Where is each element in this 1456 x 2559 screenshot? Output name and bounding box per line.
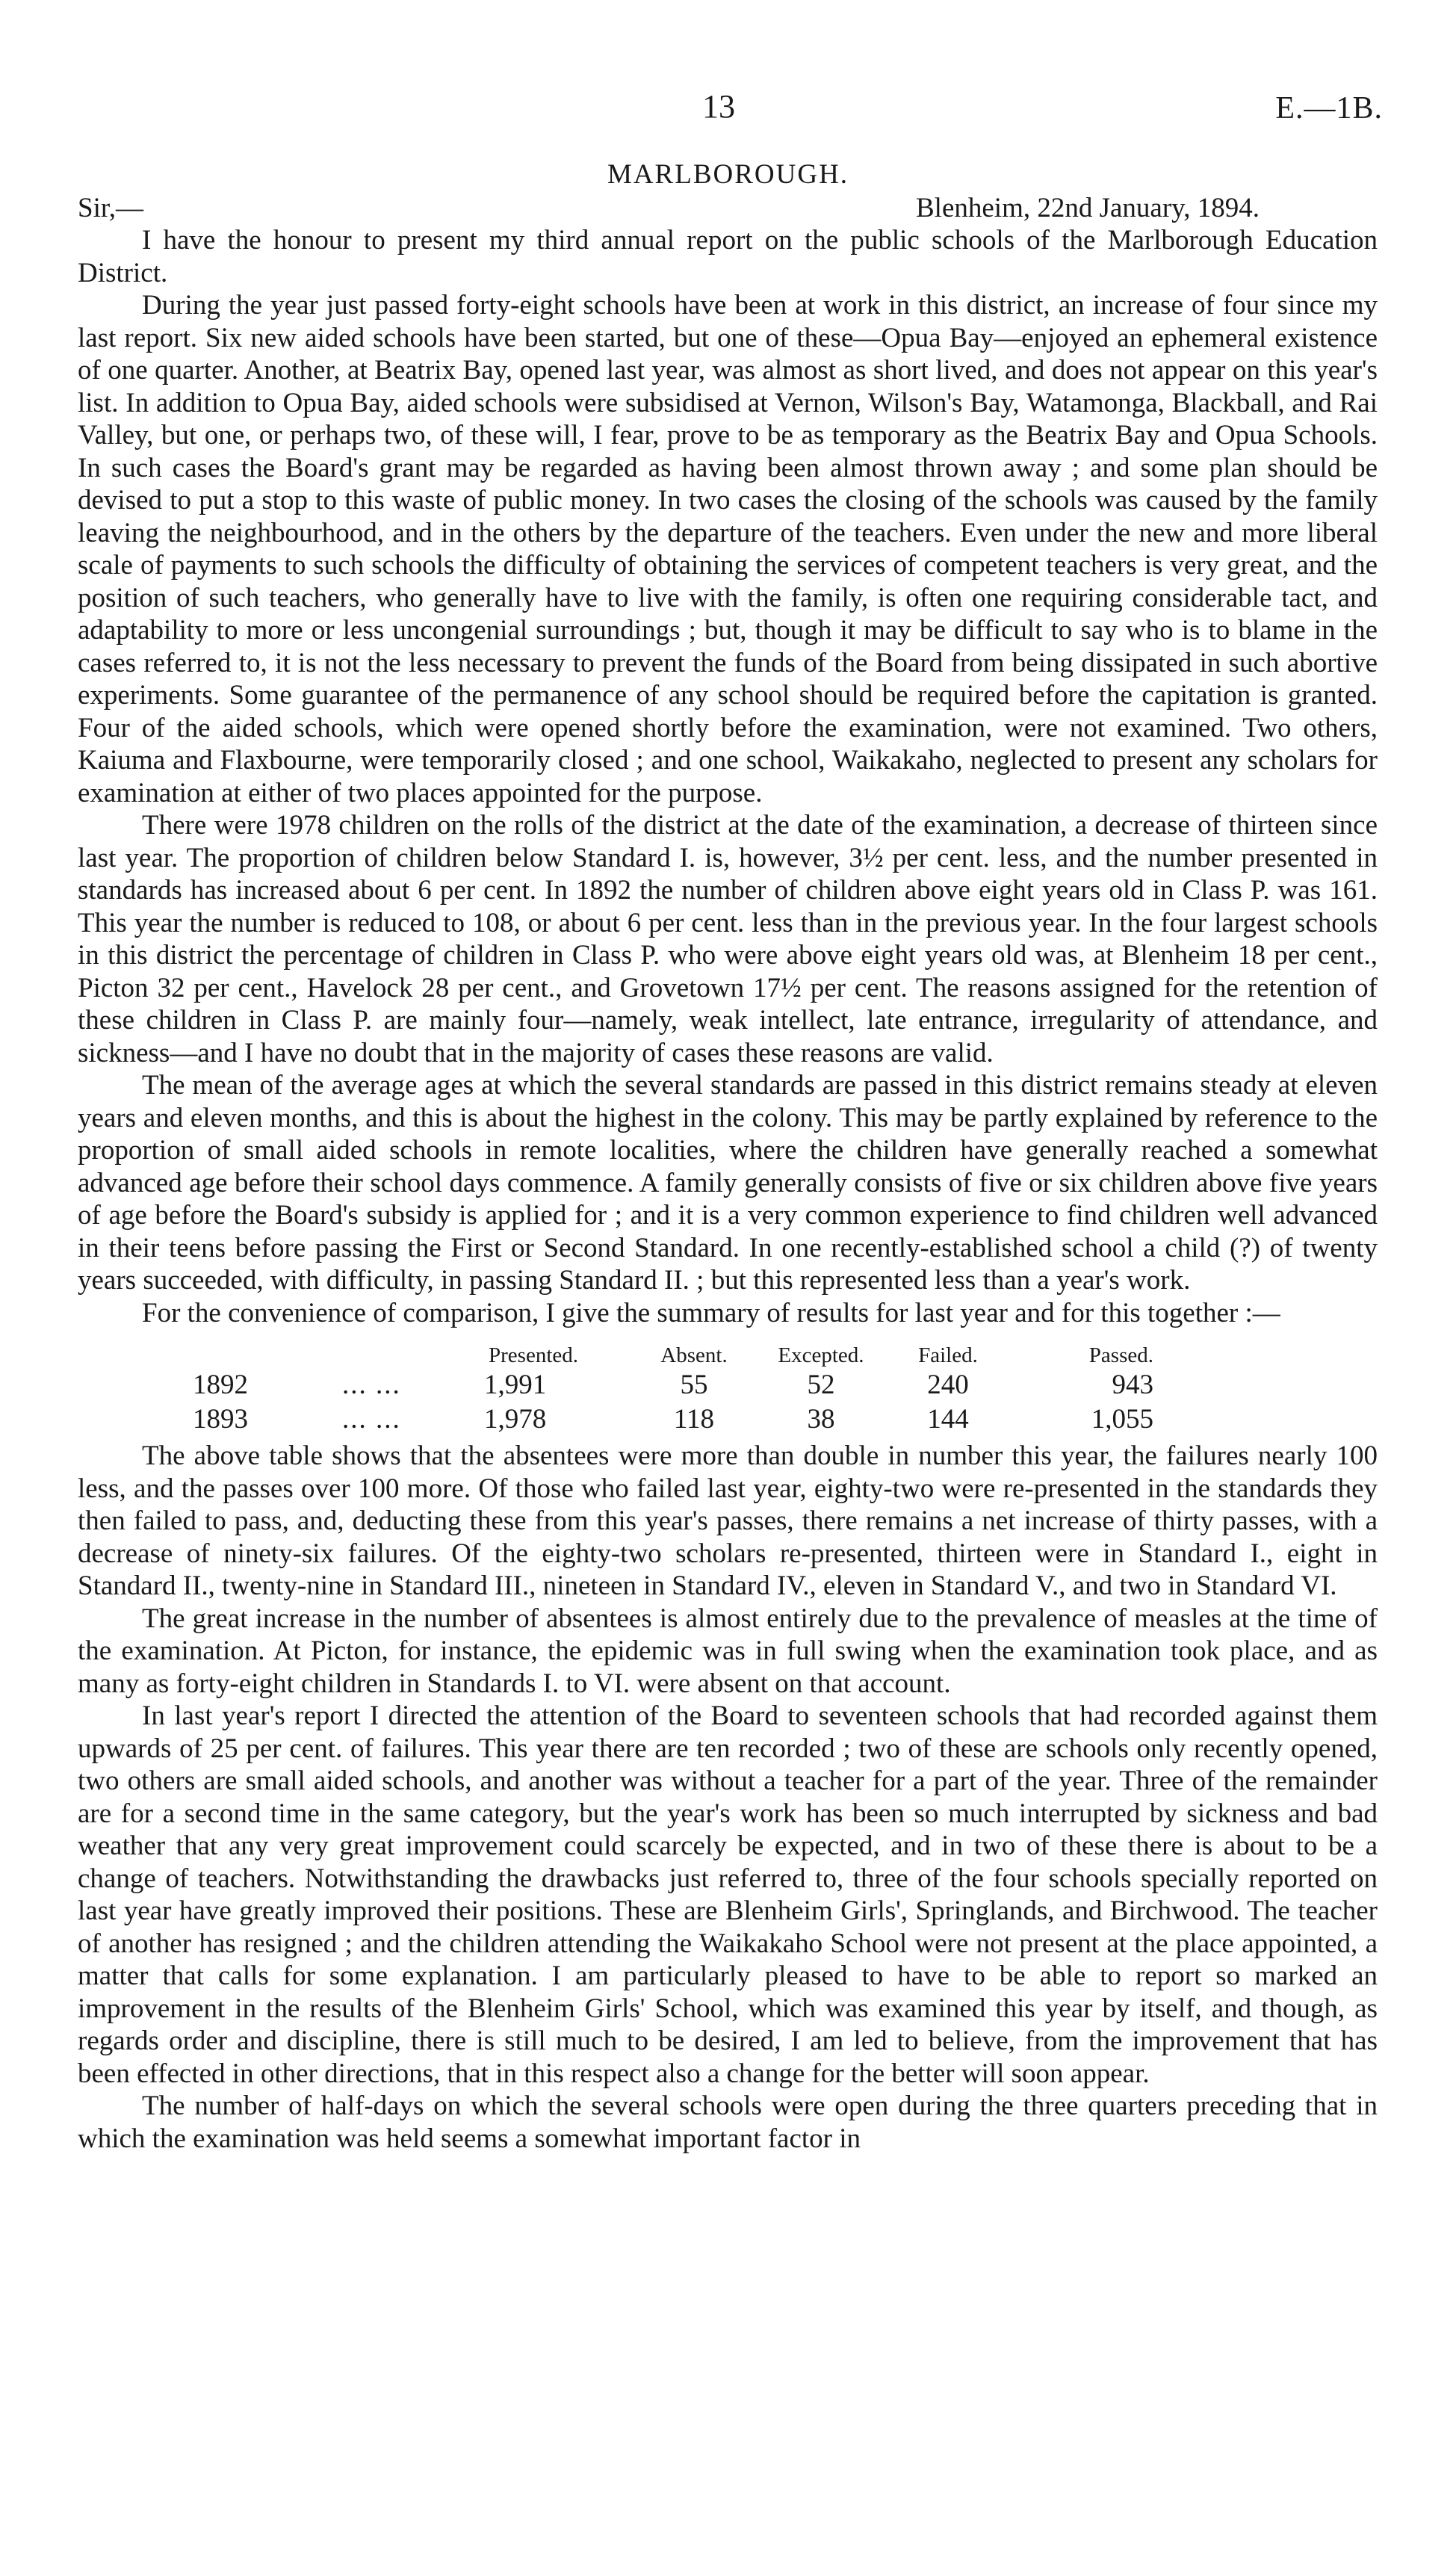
paragraph: The above table shows that the absentees were more than double in number this year, the failures nearly 100 less, and the passes over 100 more. Of those who failed last year, eighty-two were re-presented in the standards they then failed to pass, and, deducting these from this year's passes, there remains a net increase of thirty passes, with a decrease of ninety-six failures. Of the eighty-two scholars re-presented, thirteen were in Standard I., eight in Standard II., twenty-nine in Standard III., nineteen in Standard IV., eleven in Standard V., and two in Standard VI. xyxy=(78,1441,1378,1601)
cell-absent: 55 xyxy=(680,1370,708,1400)
results-summary-table xyxy=(193,1343,1153,1437)
paragraph: I have the honour to present my third annual report on the public schools of the Marlborough Education District. xyxy=(78,225,1378,288)
column-header-presented: Presented. xyxy=(489,1343,578,1367)
cell-failed: 144 xyxy=(927,1404,969,1435)
dateline: Blenheim, 22nd January, 1894. xyxy=(916,193,1260,223)
row-leader-dots: ... ... xyxy=(342,1370,401,1400)
table-row xyxy=(193,1402,1153,1437)
section-heading: MARLBOROUGH. xyxy=(607,159,849,190)
paragraph: The great increase in the number of absentees is almost entirely due to the prevalence of measles at the time of the examination. At Picton, for instance, the epidemic was in full swing when the examination took place, and as many as forty-eight children in Standards I. to VI. were absent on that account. xyxy=(78,1603,1378,1699)
salutation: Sir,— xyxy=(78,193,143,223)
paragraph: The mean of the average ages at which the several standards are passed in this district remains steady at eleven years and eleven months, and this is about the highest in the colony. This may be partly explained by reference to the proportion of small aided schools in remote localities, where the children have generally reached a somewhat advanced age before their school days commence. A family generally consists of five or six children above five years of age before the Board's subsidy is applied for ; and it is a very common experience to find children well advanced in their teens before passing the First or Second Standard. In one recently-established school a child (?) of twenty years succeeded, with difficulty, in passing Standard II. ; but this represented less than a year's work. xyxy=(78,1070,1378,1296)
paragraph: The number of half-days on which the several schools were open during the three quarters preceding that in which the examination was held seems a somewhat important factor in xyxy=(78,2091,1378,2154)
row-year: 1893 xyxy=(193,1404,248,1435)
column-header-excepted: Excepted. xyxy=(778,1343,864,1367)
column-header-failed: Failed. xyxy=(918,1343,978,1367)
table-row xyxy=(193,1368,1153,1402)
cell-excepted: 52 xyxy=(807,1370,835,1400)
cell-passed: 1,055 xyxy=(1091,1404,1153,1435)
cell-passed: 943 xyxy=(1112,1370,1153,1400)
table-header-row xyxy=(193,1343,1153,1368)
cell-absent: 118 xyxy=(673,1404,715,1435)
cell-failed: 240 xyxy=(927,1370,969,1400)
cell-presented: 1,978 xyxy=(484,1404,547,1435)
report-code: E.—1B. xyxy=(1275,91,1383,126)
cell-excepted: 38 xyxy=(807,1404,835,1435)
cell-presented: 1,991 xyxy=(484,1370,547,1400)
column-header-passed: Passed. xyxy=(1088,1343,1153,1367)
row-year: 1892 xyxy=(193,1370,248,1400)
paragraph: In last year's report I directed the attention of the Board to seventeen schools that had recorded against them upwards of 25 per cent. of failures. This year there are ten recorded ; two of these are schools only recently opened, two others are small aided schools, and another was without a teacher for a part of the year. Three of the remainder are for a second time in the same category, but the year's work has been so much interrupted by sickness and bad weather that any very great improvement could scarcely be expected, and in two of these there is about to be a change of teachers. Notwithstanding the drawbacks just referred to, three of the four schools specially reported on last year have greatly improved their positions. These are Blenheim Girls', Springlands, and Birchwood. The teacher of another has resigned ; and the children attending the Waikakaho School were not present at the place appointed, a matter that calls for some explanation. I am particularly pleased to have to be able to report so marked an improvement in the results of the Blenheim Girls' School, which was examined this year by itself, and though, as regards order and discipline, there is still much to be desired, I am led to believe, from the improvement that has been effected in other directions, that in this respect also a change for the better will soon appear. xyxy=(78,1701,1378,2089)
report-body xyxy=(78,224,1378,2155)
paragraph: For the convenience of comparison, I give the summary of results for last year and for this together :— xyxy=(142,1297,1280,1328)
paragraph: There were 1978 children on the rolls of the district at the date of the examination, a decrease of thirteen since last year. The proportion of children below Standard I. is, however, 3½ per cent. less, and the number presented in standards has increased about 6 per cent. In 1892 the number of children above eight years old in Class P. was 161. This year the number is reduced to 108, or about 6 per cent. less than in the previous year. In the four largest schools in this district the percentage of children in Class P. who were above eight years old was, at Blenheim 18 per cent., Picton 32 per cent., Havelock 28 per cent., and Grovetown 17½ per cent. The reasons assigned for the retention of these children in Class P. are mainly four—namely, weak intellect, late entrance, irregularity of attendance, and sickness—and I have no doubt that in the majority of cases these reasons are valid. xyxy=(78,810,1378,1068)
row-leader-dots: ... ... xyxy=(342,1404,401,1435)
paragraph: During the year just passed forty-eight schools have been at work in this district, an increase of four since my last report. Six new aided schools have been started, but one of these—Opua Bay—enjoyed an ephemeral existence of one quarter. Another, at Beatrix Bay, opened last year, was almost as short lived, and does not appear on this year's list. In addition to Opua Bay, aided schools were subsidised at Vernon, Wilson's Bay, Watamonga, Blackball, and Rai Valley, but one, or perhaps two, of these will, I fear, prove to be as temporary as the Beatrix Bay and Opua Schools. In such cases the Board's grant may be regarded as having been almost thrown away ; and some plan should be devised to put a stop to this waste of public money. In two cases the closing of the schools was caused by the family leaving the neighbourhood, and in the others by the departure of the teachers. Even under the new and more liberal scale of payments to such schools the difficulty of obtaining the services of competent teachers is very great, and the position of such teachers, who generally have to live with the family, is often one requiring considerable tact, and adaptability to more or less uncongenial surroundings ; but, though it may be difficult to say who is to blame in the cases referred to, it is not the less necessary to prevent the funds of the Board from being dissipated in such abortive experiments. Some guarantee of the permanence of any school should be required before the capitation is granted. Four of the aided schools, which were opened shortly before the examination, were not examined. Two others, Kaiuma and Flaxbourne, were temporarily closed ; and one school, Waikakaho, neglected to present any scholars for examination at either of two places appointed for the purpose. xyxy=(78,290,1378,808)
column-header-absent: Absent. xyxy=(660,1343,728,1367)
page-number: 13 xyxy=(702,88,735,125)
